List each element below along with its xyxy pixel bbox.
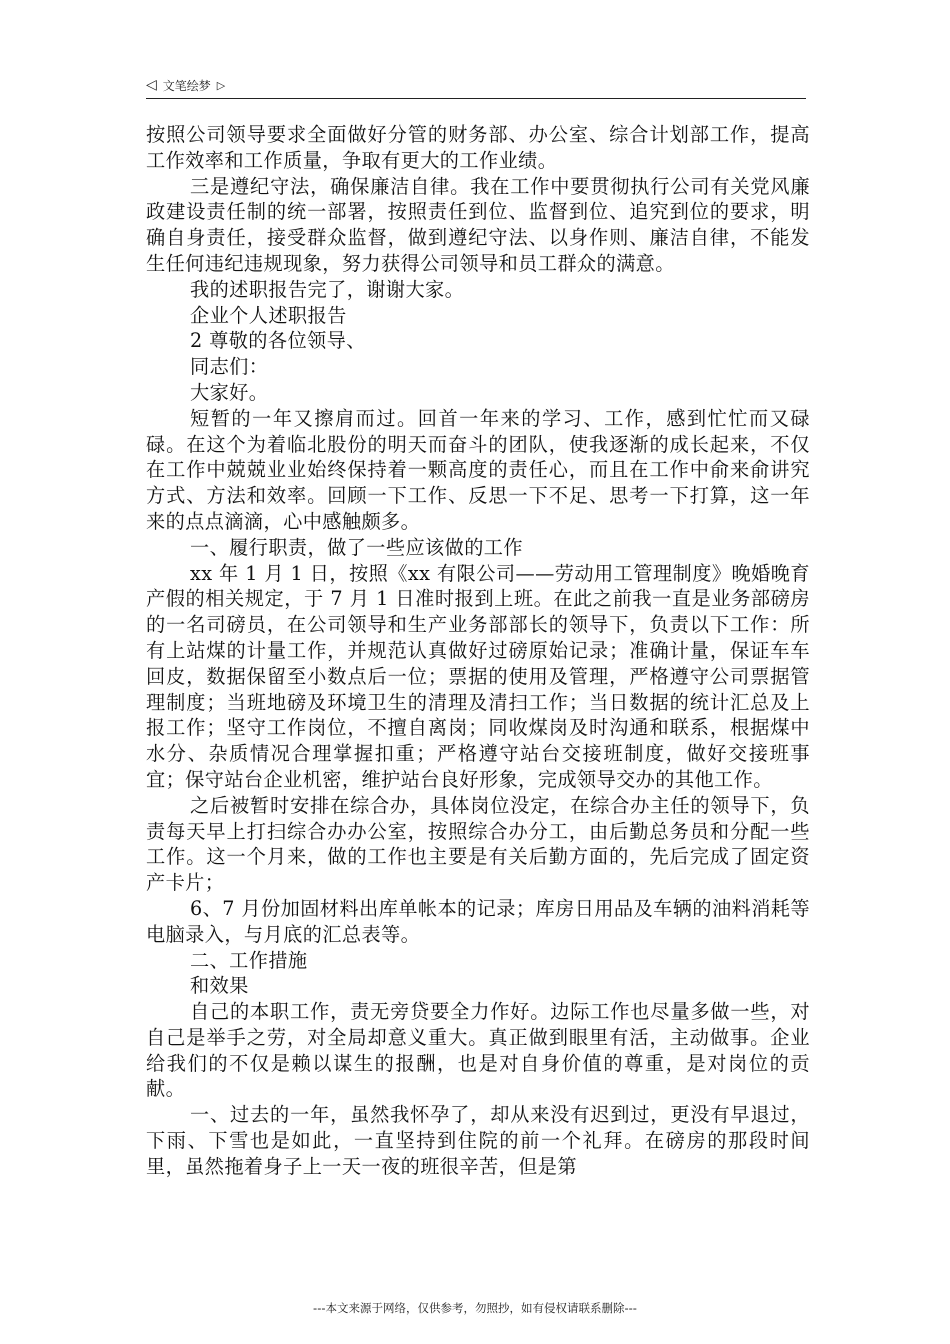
paragraph: 短暂的一年又擦肩而过。回首一年来的学习、工作，感到忙忙而又碌碌。在这个为着临北股份的明天而奋斗的团队，使我逐渐的成长起来，不仅在工作中兢兢业业始终保持着一颗高度的责任心，而且在工作中俞来俞讲究方式、方法和效率。回顾一下工作、反思一下不足、思考一下打算，这一年来的点点滴滴，心中感触颇多。 — [146, 406, 810, 533]
section-heading: 和效果 — [190, 974, 249, 998]
paragraph: 按照公司领导要求全面做好分管的财务部、办公室、综合计划部工作，提高工作效率和工作质量，争取有更大的工作业绩。 — [146, 123, 810, 172]
document-body — [146, 122, 810, 1180]
paragraph: xx 年 1 月 1 日，按照《xx 有限公司——劳动用工管理制度》晚婚晚育产假的相关规定，于 7 月 1 日准时报到上班。在此之前我一直是业务部磅房的一名司磅员，在公司领导和生产业务部部长的领导下，负责以下工作：所有上站煤的计量工作，并规范认真做好过磅原始记录；准确计量，保证车车回皮，数据保留至小数点后一位；票据的使用及管理，严格遵守公司票据管理制度；当班地磅及环境卫生的清理及清扫工作；当日数据的统计汇总及上报工作；坚守工作岗位，不擅自离岗；同收煤岗及时沟通和联系，根据煤中水分、杂质情况合理掌握扣重；严格遵守站台交接班制度，做好交接班事宜；保守站台企业机密，维护站台良好形象，完成领导交办的其他工作。 — [146, 561, 810, 791]
triangle-right-icon: ▷ — [216, 78, 226, 92]
triangle-left-icon: ◁ — [146, 77, 157, 93]
paragraph: 6、7 月份加固材料出库单帐本的记录；库房日用品及车辆的油料消耗等电脑录入，与月底的汇总表等。 — [146, 896, 810, 946]
salutation: 同志们： — [190, 355, 269, 379]
page-header — [146, 72, 806, 99]
section-heading: 一、履行职责，做了一些应该做的工作 — [190, 535, 523, 559]
paragraph: 之后被暂时安排在综合办，具体岗位没定，在综合办主任的领导下，负责每天早上打扫综合办办公室，按照综合办分工，由后勤总务员和分配一些工作。这一个月来，做的工作也主要是有关后勤方面的，先后完成了固定资产卡片； — [146, 793, 810, 895]
paragraph: 三是遵纪守法，确保廉洁自律。我在工作中要贯彻执行公司有关党风廉政建设责任制的统一部署，按照责任到位、监督到位、追究到位的要求，明确自身责任，接受群众监督，做到遵纪守法、以身作则、廉洁自律，不能发生任何违纪违规现象，努力获得公司领导和员工群众的满意。 — [146, 174, 810, 275]
paragraph: 自己的本职工作，责无旁贷要全力作好。边际工作也尽量多做一些，对自己是举手之劳，对全局却意义重大。真正做到眼里有活，主动做事。企业给我们的不仅是赖以谋生的报酬，也是对自身价值的尊重，是对岗位的贡献。 — [146, 1000, 810, 1101]
paragraph: 一、过去的一年，虽然我怀孕了，却从来没有迟到过，更没有早退过，下雨、下雪也是如此，一直坚持到住院的前一个礼拜。在磅房的那段时间里，虽然拖着身子上一天一夜的班很辛苦，但是第 — [146, 1103, 810, 1178]
section-title: 企业个人述职报告 — [190, 303, 347, 327]
greeting: 大家好。 — [190, 380, 269, 404]
paragraph: 我的述职报告完了，谢谢大家。 — [190, 277, 465, 301]
header-title: 文笔绘梦 — [162, 78, 211, 93]
page-footer: ---本文来源于网络，仅供参考，勿照抄，如有侵权请联系删除--- — [313, 1301, 637, 1315]
salutation: 2 尊敬的各位领导、 — [190, 329, 366, 353]
section-heading: 二、工作措施 — [190, 948, 308, 972]
